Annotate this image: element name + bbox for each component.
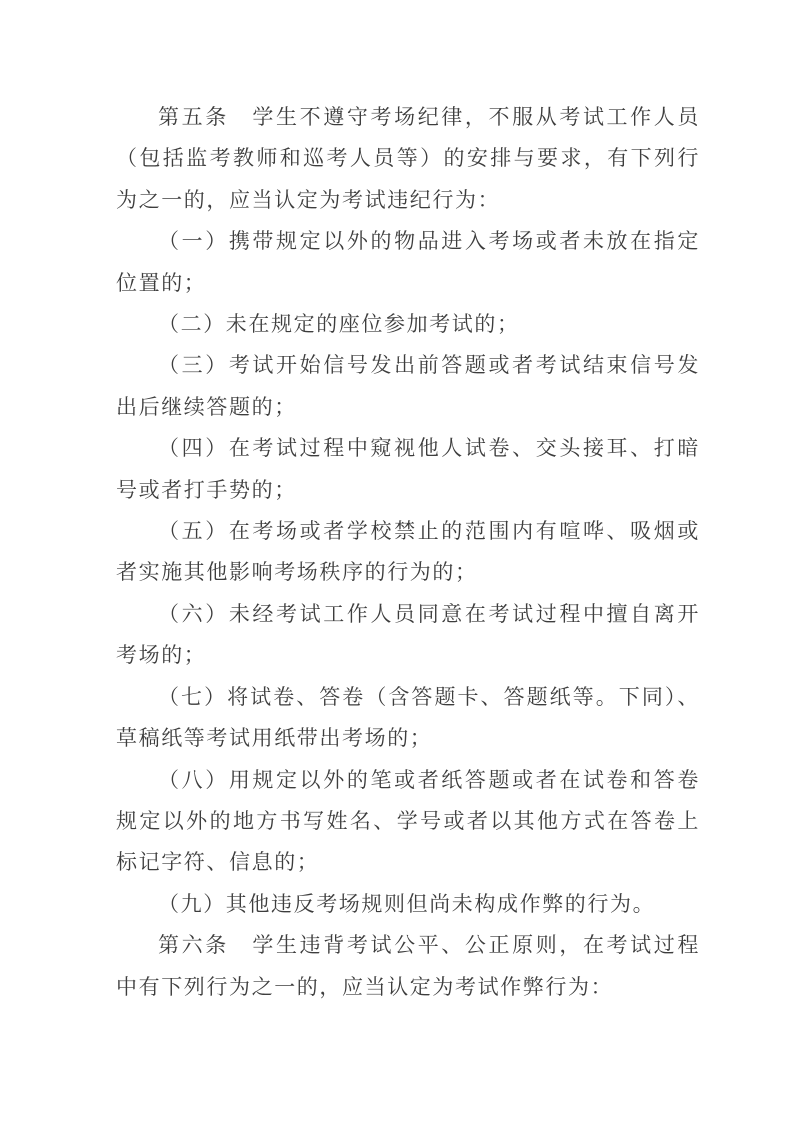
article-5-clause-9: （九）其他违反考场规则但尚未构成作弊的行为。	[158, 891, 656, 916]
article-5-clause-7: （七）将试卷、答卷（含答题卡、答题纸等。下同）、草稿纸等考试用纸带出考场的；	[116, 684, 700, 751]
document-text-block	[116, 97, 700, 1008]
article-5-clause-1: （一）携带规定以外的物品进入考场或者未放在指定位置的；	[116, 229, 700, 295]
article-5-clause-2: （二）未在规定的座位参加考试的；	[158, 312, 520, 337]
article-5-clause-3: （三）考试开始信号发出前答题或者考试结束信号发出后继续答题的；	[116, 353, 700, 419]
article-5-clause-8: （八）用规定以外的笔或者纸答题或者在试卷和答卷规定以外的地方书写姓名、学号或者以其他方式在答卷上标记字符、信息的；	[116, 767, 700, 875]
article-5-clause-4: （四）在考试过程中窥视他人试卷、交头接耳、打暗号或者打手势的；	[116, 436, 700, 502]
article-5-clause-6: （六）未经考试工作人员同意在考试过程中擅自离开考场的；	[116, 601, 700, 668]
article-6-intro-paragraph: 第六条 学生违背考试公平、公正原则，在考试过程中有下列行为之一的，应当认定为考试作弊行为：	[116, 933, 700, 999]
article-5-intro-paragraph: 第五条 学生不遵守考场纪律，不服从考试工作人员（包括监考教师和巡考人员等）的安排与要求，有下列行为之一的，应当认定为考试违纪行为：	[116, 105, 700, 212]
article-5-clause-5: （五）在考场或者学校禁止的范围内有喧哗、吸烟或者实施其他影响考场秩序的行为的；	[116, 519, 700, 585]
